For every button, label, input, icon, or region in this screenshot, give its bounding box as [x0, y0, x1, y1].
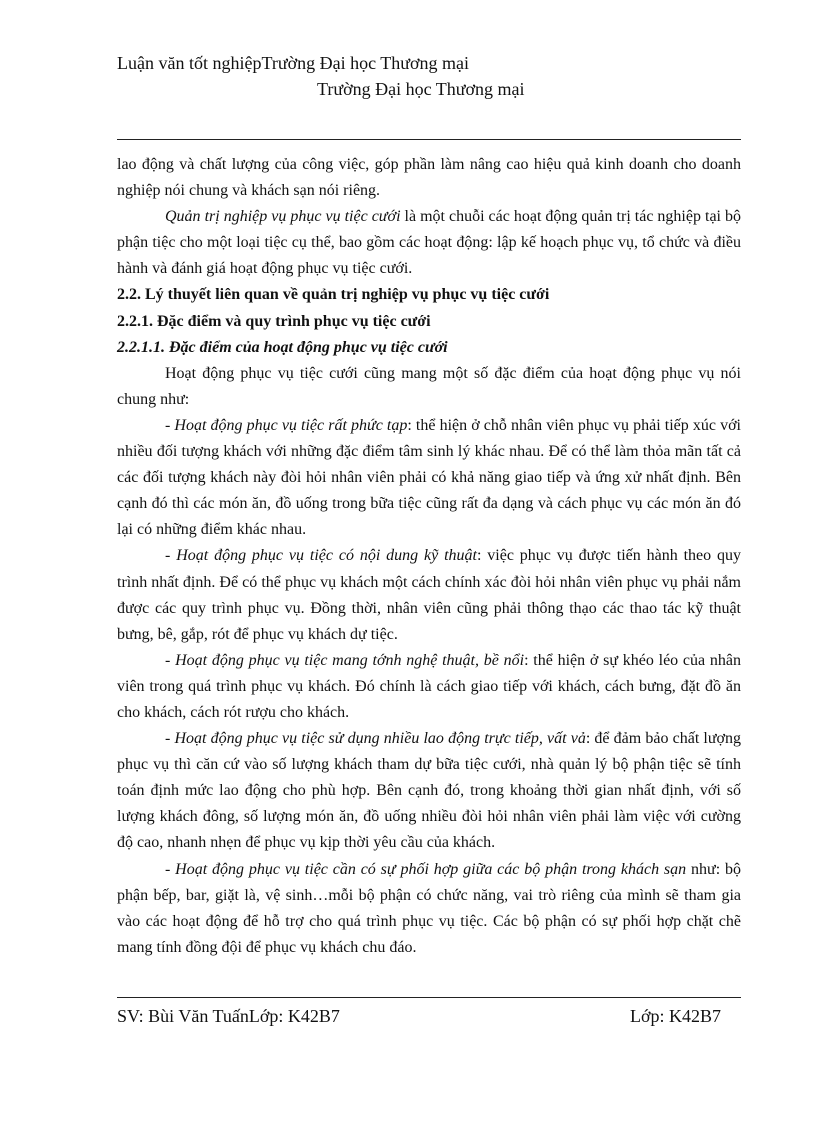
list-item-term: - Hoạt động phục vụ tiệc cần có sự phối hợp giữa các bộ phận trong khách sạn — [165, 860, 687, 878]
list-item-text: : để đảm bảo chất lượng phục vụ thì căn cứ vào số lượng khách tham dự bữa tiệc cưới, nhà quản lý bộ phận tiệc sẽ tính toán định mức lao động cho phù hợp. Bên cạnh đó, trong khoảng thời gian nhất định, với số lượng khách đông, số lượng món ăn, đồ uống nhiều đòi hỏi nhân viên phải làm việc với cường độ cao, nhanh nhẹn để phục vụ kịp thời yêu cầu của khách. — [117, 730, 742, 852]
section-heading-2-2-1: 2.2.1. Đặc điểm và quy trình phục vụ tiệc cưới — [117, 312, 431, 330]
list-item — [117, 648, 741, 726]
header-line-1: Luận văn tốt nghiệpTrường Đại học Thương mại — [117, 53, 470, 73]
list-item — [117, 726, 741, 856]
list-item-term: - Hoạt động phục vụ tiệc sử dụng nhiều lao động trực tiếp, vất vả — [165, 730, 586, 748]
section-heading-2-2-1-1: 2.2.1.1. Đặc điểm của hoạt động phục vụ tiệc cưới — [117, 338, 448, 356]
footer-student: SV: Bùi Văn TuấnLớp: K42B7 — [117, 1006, 340, 1026]
list-item-text: : thể hiện ở chỗ nhân viên phục vụ phải tiếp xúc với nhiều đối tượng khách với những đặc điểm tâm sinh lý khác nhau. Để có thể làm thỏa mãn tất cả các đối tượng khách này đòi hỏi nhân viên phải có khả năng giao tiếp và ứng xử nhất định. Bên cạnh đó thì các món ăn, đồ uống trong bữa tiệc cũng rất đa dạng và cách phục vụ các món ăn đó lại có những điểm khác nhau. — [117, 416, 741, 539]
list-item-text: như: bộ phận bếp, bar, giặt là, vệ sinh…mỗi bộ phận có chức năng, vai trò riêng của mình sẽ tham gia vào các hoạt động để hỗ trợ cho quá trình phục vụ tiệc. Các bộ phận có sự phối hợp chặt chẽ mang tính đồng đội để phục vụ khách chu đáo. — [117, 860, 741, 956]
footer-class: Lớp: K42B7 — [629, 1006, 721, 1026]
list-item-term: - Hoạt động phục vụ tiệc mang tớnh nghệ thuật, bề nổi — [165, 651, 525, 669]
section-heading-2-2: 2.2. Lý thuyết liên quan về quản trị nghiệp vụ phục vụ tiệc cưới — [117, 286, 550, 304]
list-item-text: : việc phục vụ được tiến hành theo quy trình nhất định. Để có thể phục vụ khách một cách chính xác đòi hỏi nhân viên phục vụ phải nắm được các quy trình phục vụ. Đồng thời, nhân viên cũng phải thông thạo các thao tác kỹ thuật bưng, bê, gắp, rót để phục vụ khách dự tiệc. — [117, 547, 741, 643]
list-item-term: - Hoạt động phục vụ tiệc rất phức tạp — [165, 416, 408, 434]
header-line-2: Trường Đại học Thương mại — [317, 79, 525, 99]
list-item — [117, 543, 741, 647]
page-header — [117, 50, 741, 102]
list-item — [117, 413, 741, 543]
list-item-text: : thể hiện ở sự khéo léo của nhân viên trong quá trình phục vụ khách. Đó chính là cách giao tiếp với khách, cách bưng, đặt đồ ăn cho khách, cách rót rượu cho khách. — [117, 651, 741, 721]
list-item — [117, 857, 741, 961]
paragraph-3: Hoạt động phục vụ tiệc cưới cũng mang một số đặc điểm của hoạt động phục vụ nói chung như: — [117, 364, 741, 408]
paragraph-1: lao động và chất lượng của công việc, góp phần làm nâng cao hiệu quả kinh doanh cho doanh nghiệp nói chung và khách sạn nói riêng. — [117, 156, 741, 200]
footer-divider — [117, 997, 741, 998]
paragraph-2-text: là một chuỗi các hoạt động quản trị tác nghiệp tại bộ phận tiệc cho một loại tiệc cụ thể, bao gồm các hoạt động: lập kế hoạch phục vụ, tổ chức và điều hành và đánh giá hoạt động phục vụ tiệc cưới. — [117, 208, 741, 278]
paragraph-2-term: Quản trị nghiệp vụ phục vụ tiệc cưới — [165, 208, 401, 226]
paragraph-2 — [117, 204, 741, 282]
document-body — [117, 152, 741, 961]
list-item-term: - Hoạt động phục vụ tiệc có nội dung kỹ thuật — [165, 547, 477, 565]
header-divider — [117, 139, 741, 140]
page-footer — [117, 1003, 741, 1029]
